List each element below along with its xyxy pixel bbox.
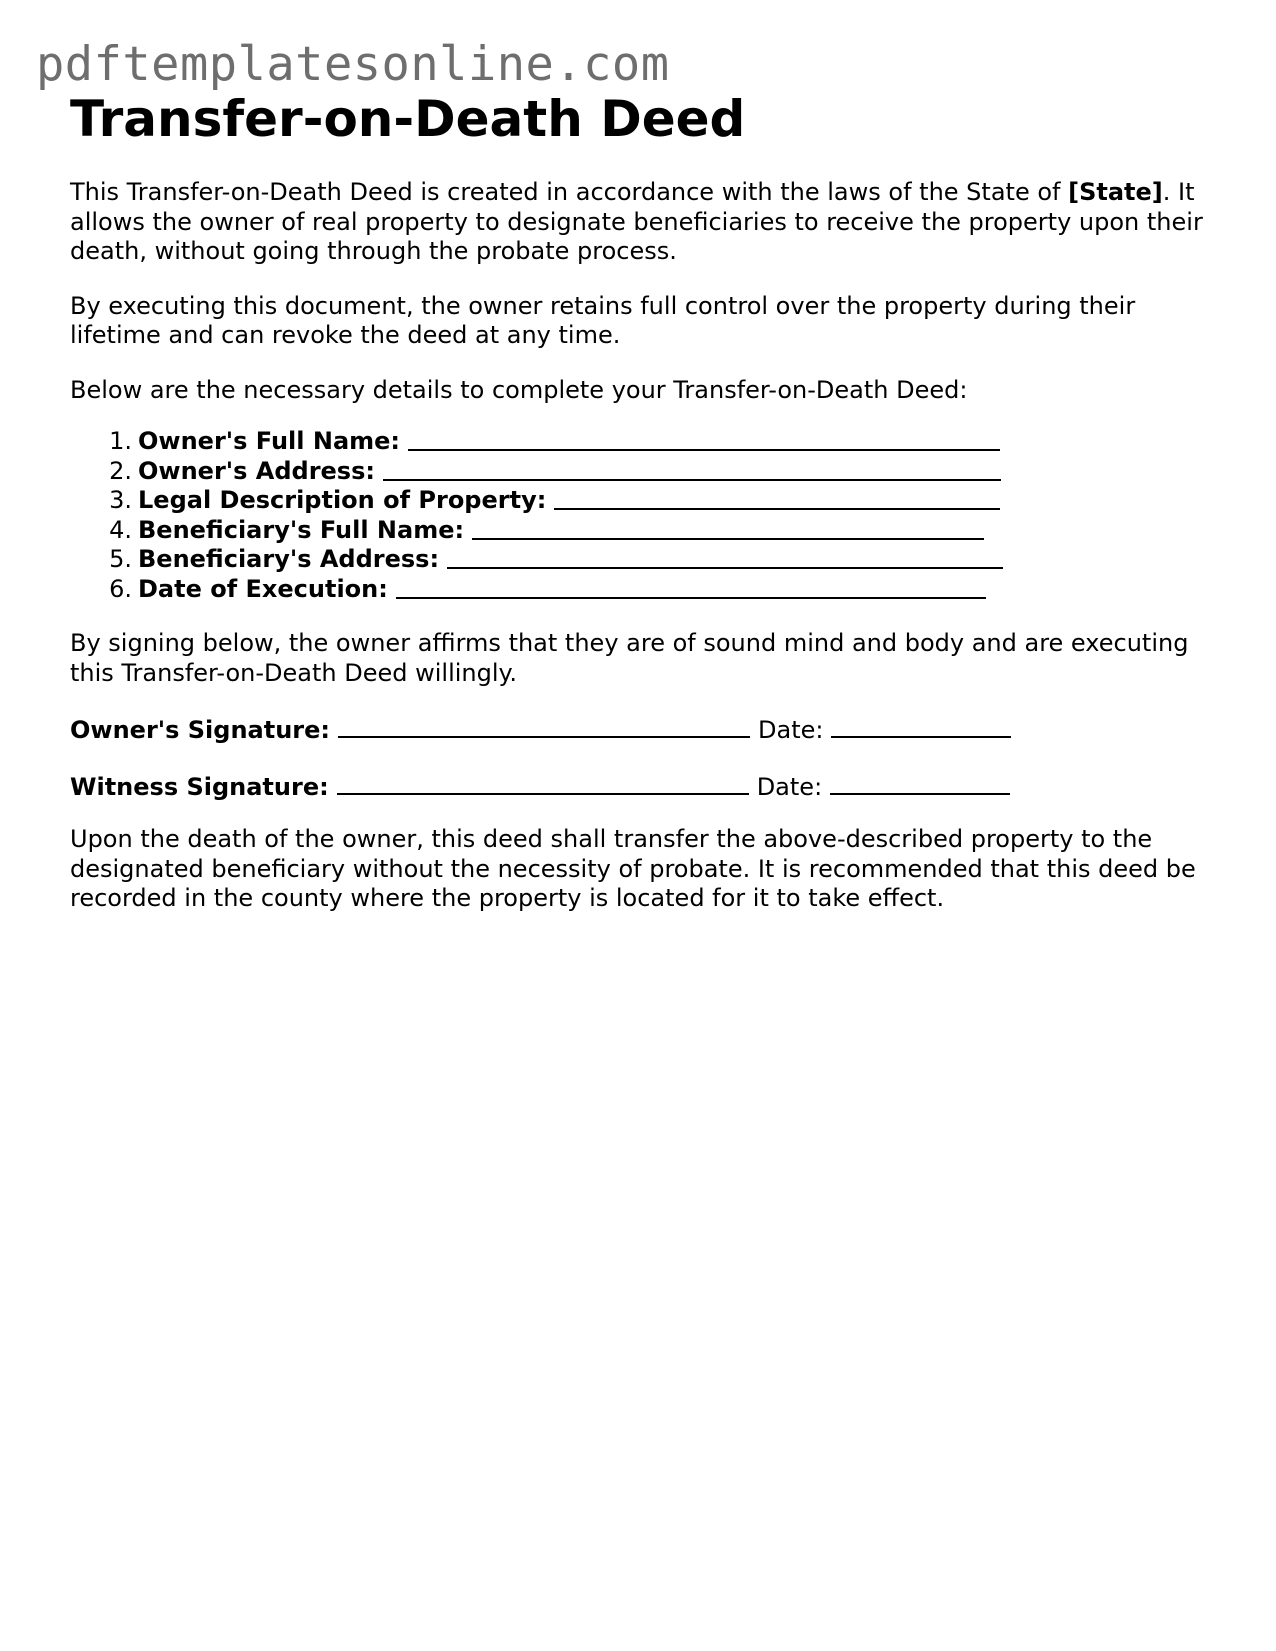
witness-signature-blank[interactable] bbox=[337, 771, 749, 795]
watermark: pdftemplatesonline.com bbox=[36, 37, 670, 92]
details-field-list bbox=[70, 427, 1220, 604]
witness-date-label: Date: bbox=[756, 772, 823, 801]
witness-signature-row bbox=[70, 771, 1220, 803]
witness-date-blank[interactable] bbox=[830, 771, 1010, 795]
document-title: Transfer-on-Death Deed bbox=[70, 90, 746, 148]
legal-description-blank[interactable] bbox=[554, 486, 1000, 510]
beneficiary-address-blank[interactable] bbox=[447, 545, 1003, 569]
field-beneficiary-address bbox=[70, 545, 1220, 575]
owner-date-label: Date: bbox=[758, 716, 824, 744]
field-label: Date of Execution: bbox=[138, 574, 388, 603]
field-number: 5. bbox=[109, 545, 132, 573]
control-paragraph: By executing this document, the owner retains full control over the property during their lifetime and can revoke the deed at any time. bbox=[70, 291, 1136, 349]
field-label: Beneficiary's Address: bbox=[138, 545, 440, 573]
field-number: 6. bbox=[109, 574, 132, 603]
field-label: Owner's Address: bbox=[138, 456, 375, 485]
date-of-execution-blank[interactable] bbox=[396, 575, 986, 599]
owner-signature-row bbox=[70, 714, 1220, 746]
field-legal-description bbox=[70, 486, 1220, 516]
intro-text-start: This Transfer-on-Death Deed is created in accordance with the laws of the State of bbox=[70, 178, 1069, 206]
details-paragraph: Below are the necessary details to complete your Transfer-on-Death Deed: bbox=[70, 375, 968, 404]
owner-date-blank[interactable] bbox=[831, 714, 1011, 738]
witness-signature-label: Witness Signature: bbox=[70, 772, 329, 801]
intro-text-end: . It allows the owner of real property to designate beneficiaries to receive the property upon their death, without going through the probate process. bbox=[70, 178, 1203, 265]
beneficiary-name-blank[interactable] bbox=[472, 516, 984, 540]
field-number: 3. bbox=[109, 486, 132, 514]
field-owner-name bbox=[70, 427, 1220, 457]
field-number: 1. bbox=[109, 427, 132, 455]
closing-paragraph: Upon the death of the owner, this deed shall transfer the above-described property to the designated beneficiary without the necessity of probate. It is recommended that this deed be recorded in the county where the property is located for it to take effect. bbox=[70, 825, 1196, 912]
owner-signature-label: Owner's Signature: bbox=[70, 716, 331, 744]
document-page bbox=[70, 86, 1220, 914]
intro-paragraph bbox=[70, 178, 1210, 267]
owner-name-blank[interactable] bbox=[408, 427, 1000, 451]
field-beneficiary-name bbox=[70, 516, 1220, 546]
field-label: Owner's Full Name: bbox=[138, 427, 401, 455]
field-number: 4. bbox=[109, 515, 132, 544]
affirmation-paragraph: By signing below, the owner affirms that they are of sound mind and body and are executing this Transfer-on-Death Deed willingly. bbox=[70, 629, 1189, 687]
owner-signature-blank[interactable] bbox=[338, 714, 750, 738]
state-placeholder: [State] bbox=[1068, 178, 1163, 206]
field-label: Legal Description of Property: bbox=[138, 486, 547, 514]
field-number: 2. bbox=[109, 456, 132, 485]
owner-address-blank[interactable] bbox=[383, 457, 1001, 481]
field-label: Beneficiary's Full Name: bbox=[138, 515, 465, 544]
field-date-of-execution bbox=[70, 575, 1220, 605]
field-owner-address bbox=[70, 457, 1220, 487]
